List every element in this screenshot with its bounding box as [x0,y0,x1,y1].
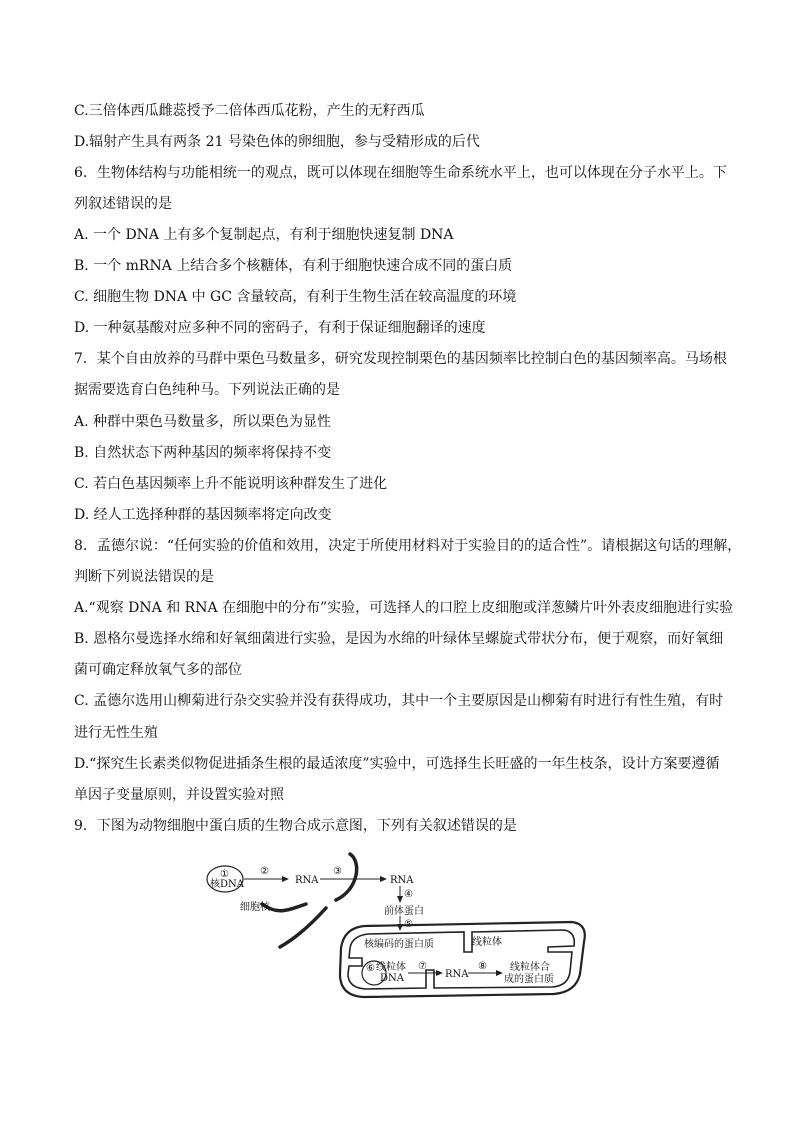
nucleus-label: 细胞核 [240,902,270,913]
question-8-stem-line1: 8．孟德尔说：“任何实验的价值和效用，决定于所使用材料对于实验目的的适合性”。请根据这句话的理解， [74,538,742,554]
option-5c: C.三倍体西瓜雌蕊授予二倍体西瓜花粉，产生的无籽西瓜 [74,103,425,119]
mito-protein-line2: 成的蛋白质 [504,974,554,985]
option-8d-line2: 单因子变量原则，并设置实验对照 [74,787,284,803]
option-7d: D. 经人工选择种群的基因频率将定向改变 [74,507,332,523]
question-6-stem-line2: 列叙述错误的是 [74,196,172,212]
step2-label: ② [260,866,269,877]
question-9-stem: 9．下图为动物细胞中蛋白质的生物合成示意图，下列有关叙述错误的是 [74,818,517,834]
option-7a: A. 种群中栗色马数量多，所以栗色为显性 [74,414,332,430]
mito-dna-line1: 线粒体 [376,962,406,973]
step8-label: ⑧ [478,961,487,972]
protein-synthesis-diagram [196,852,596,1002]
option-6b: B. 一个 mRNA 上结合多个核糖体，有利于细胞快速合成不同的蛋白质 [74,258,513,274]
option-8b-line1: B. 恩格尔曼选择水绵和好氧细菌进行实验，是因为水绵的叶绿体呈螺旋式带状分布，便于观察，而好氧细 [74,631,724,647]
step6-label: ⑥ [366,963,375,974]
step3-label: ③ [333,866,342,877]
precursor-protein-label: 前体蛋白 [384,906,424,917]
option-8d-line1: D.“探究生长素类似物促进插条生根的最适浓度”实验中，可选择生长旺盛的一年生枝条，设计方案要遵循 [74,756,720,772]
option-6c: C. 细胞生物 DNA 中 GC 含量较高，有利于生物生活在较高温度的环境 [74,289,517,305]
question-7-stem-line2: 据需要选育白色纯种马。下列说法正确的是 [74,382,340,398]
step4-label: ④ [404,889,413,900]
option-7b: B. 自然状态下两种基因的频率将保持不变 [74,445,332,461]
question-6-stem-line1: 6．生物体结构与功能相统一的观点，既可以体现在细胞等生命系统水平上，也可以体现在分子水平上。下 [74,165,727,181]
mito-protein-line1: 线粒体合 [510,962,550,973]
question-7-stem-line1: 7．某个自由放养的马群中栗色马数量多，研究发现控制栗色的基因频率比控制白色的基因频率高。马场根 [74,351,727,367]
option-8b-line2: 菌可确定释放氧气多的部位 [74,662,242,678]
option-8c-line2: 进行无性生殖 [74,725,158,741]
option-6d: D. 一种氨基酸对应多种不同的密码子，有利于保证细胞翻译的速度 [74,320,486,336]
nuclear-dna-label: 核DNA [210,879,244,890]
option-8a: A.“观察 DNA 和 RNA 在细胞中的分布”实验，可选择人的口腔上皮细胞或洋葱鳞片叶外表皮细胞进行实验 [74,600,734,616]
option-8c-line1: C. 孟德尔选用山柳菊进行杂交实验并没有获得成功，其中一个主要原因是山柳菊有时进行有性生殖，有时 [74,693,724,709]
step7-label: ⑦ [418,961,427,972]
nuclear-envelope-fragment [336,854,357,900]
rna1-label: RNA [295,875,319,886]
step5-label: ⑤ [404,919,413,930]
nuclear-encoded-protein-label: 核编码的蛋白质 [364,939,434,950]
mitochondrion-label: 线粒体 [472,937,502,948]
nuclear-envelope-fragment [280,908,326,947]
rna2-label: RNA [390,875,414,886]
nuclear-dna-number: ① [220,869,229,880]
question-8-stem-line2: 判断下列说法错误的是 [74,569,214,585]
option-7c: C. 若白色基因频率上升不能说明该种群发生了进化 [74,476,388,492]
rna3-label: RNA [445,969,469,980]
option-6a: A. 一个 DNA 上有多个复制起点，有利于细胞快速复制 DNA [74,227,454,243]
option-5d: D.辐射产生具有两条 21 号染色体的卵细胞，参与受精形成的后代 [74,134,480,150]
mito-dna-line2: DNA [380,973,404,984]
